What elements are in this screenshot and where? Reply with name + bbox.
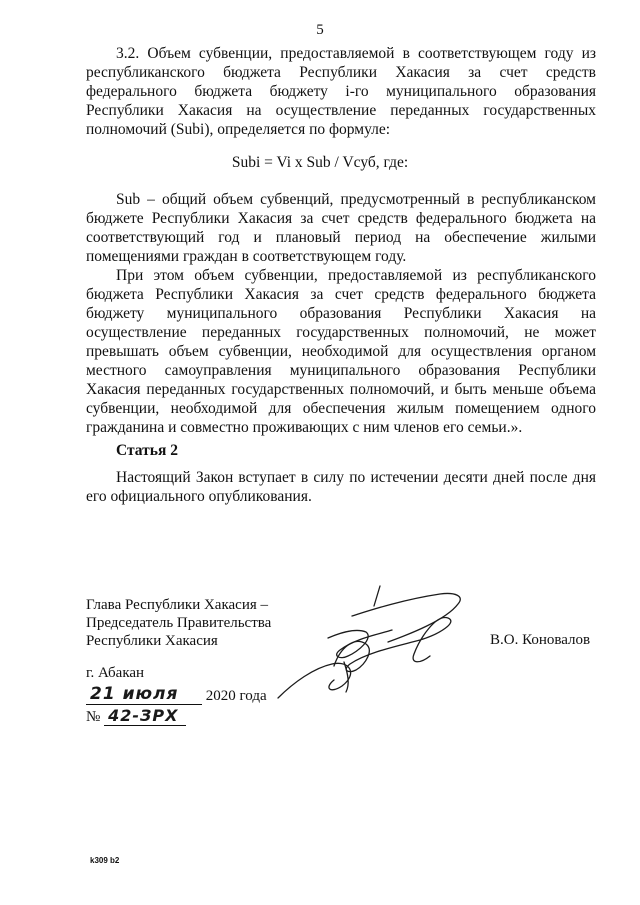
paragraph-limit [86, 266, 596, 437]
handwritten-number: 42-ЗРХ [104, 706, 186, 726]
formula: Subi = Vi x Sub / Vсуб, где: [231, 154, 409, 171]
place-of-signing: г. Абакан [86, 665, 145, 681]
handwritten-signature [270, 578, 480, 708]
signatory-line: Республики Хакасия [86, 633, 218, 649]
signatory-title [86, 596, 271, 650]
handwritten-date: 21 июля [86, 684, 202, 705]
date-year: 2020 года [205, 688, 267, 704]
paragraph-text: Sub – общий объем субвенций, предусмотренный в республиканском бюджете Республики Хакасия за счет средств федерального бюджета на соответствующий год и плановый период на обеспечение жилыми помещениями граждан в соответствующем году. [86, 191, 596, 265]
signatory-line: Председатель Правительства [86, 615, 272, 631]
paragraph-text: Настоящий Закон вступает в силу по истечении десяти дней после дня его официального опубликования. [86, 469, 596, 505]
paragraph-text: При этом объем субвенции, предоставляемой из республиканского бюджета Республики Хакасия за счет средств федерального бюджета бюджету муниципального образования Республики Хакасия на осуществление переданных государственных полномочий, не может превышать объем субвенции, необходимой для осуществления органом местного самоуправления муниципального образования Республики Хакасия переданных государственных полномочий, и быть меньше объема субвенции, необходимой для обеспечения жилым помещением одного гражданина и совместно проживающих с ним членов его семьи.». [86, 267, 596, 436]
paragraph-effective [86, 468, 596, 506]
paragraph-sub-definition [86, 190, 596, 266]
signing-date [86, 684, 267, 706]
signatory-line: Глава Республики Хакасия – [86, 597, 269, 613]
law-number [86, 706, 186, 726]
paragraph-3-2 [86, 44, 596, 139]
number-sign: № [86, 709, 101, 725]
paragraph-text: 3.2. Объем субвенции, предоставляемой в соответствующем году из республиканского бюджета Республики Хакасия за счет средств федерального бюджета бюджету i-го муниципального образования Республики Хакасия на осуществление переданных государственных полномочий (Subi), определяется по формуле: [86, 45, 596, 138]
article-heading: Статья 2 [116, 442, 178, 459]
footer-code: k309 b2 [90, 856, 120, 865]
signer-name: В.О. Коновалов [490, 632, 591, 648]
page-number: 5 [316, 22, 324, 38]
